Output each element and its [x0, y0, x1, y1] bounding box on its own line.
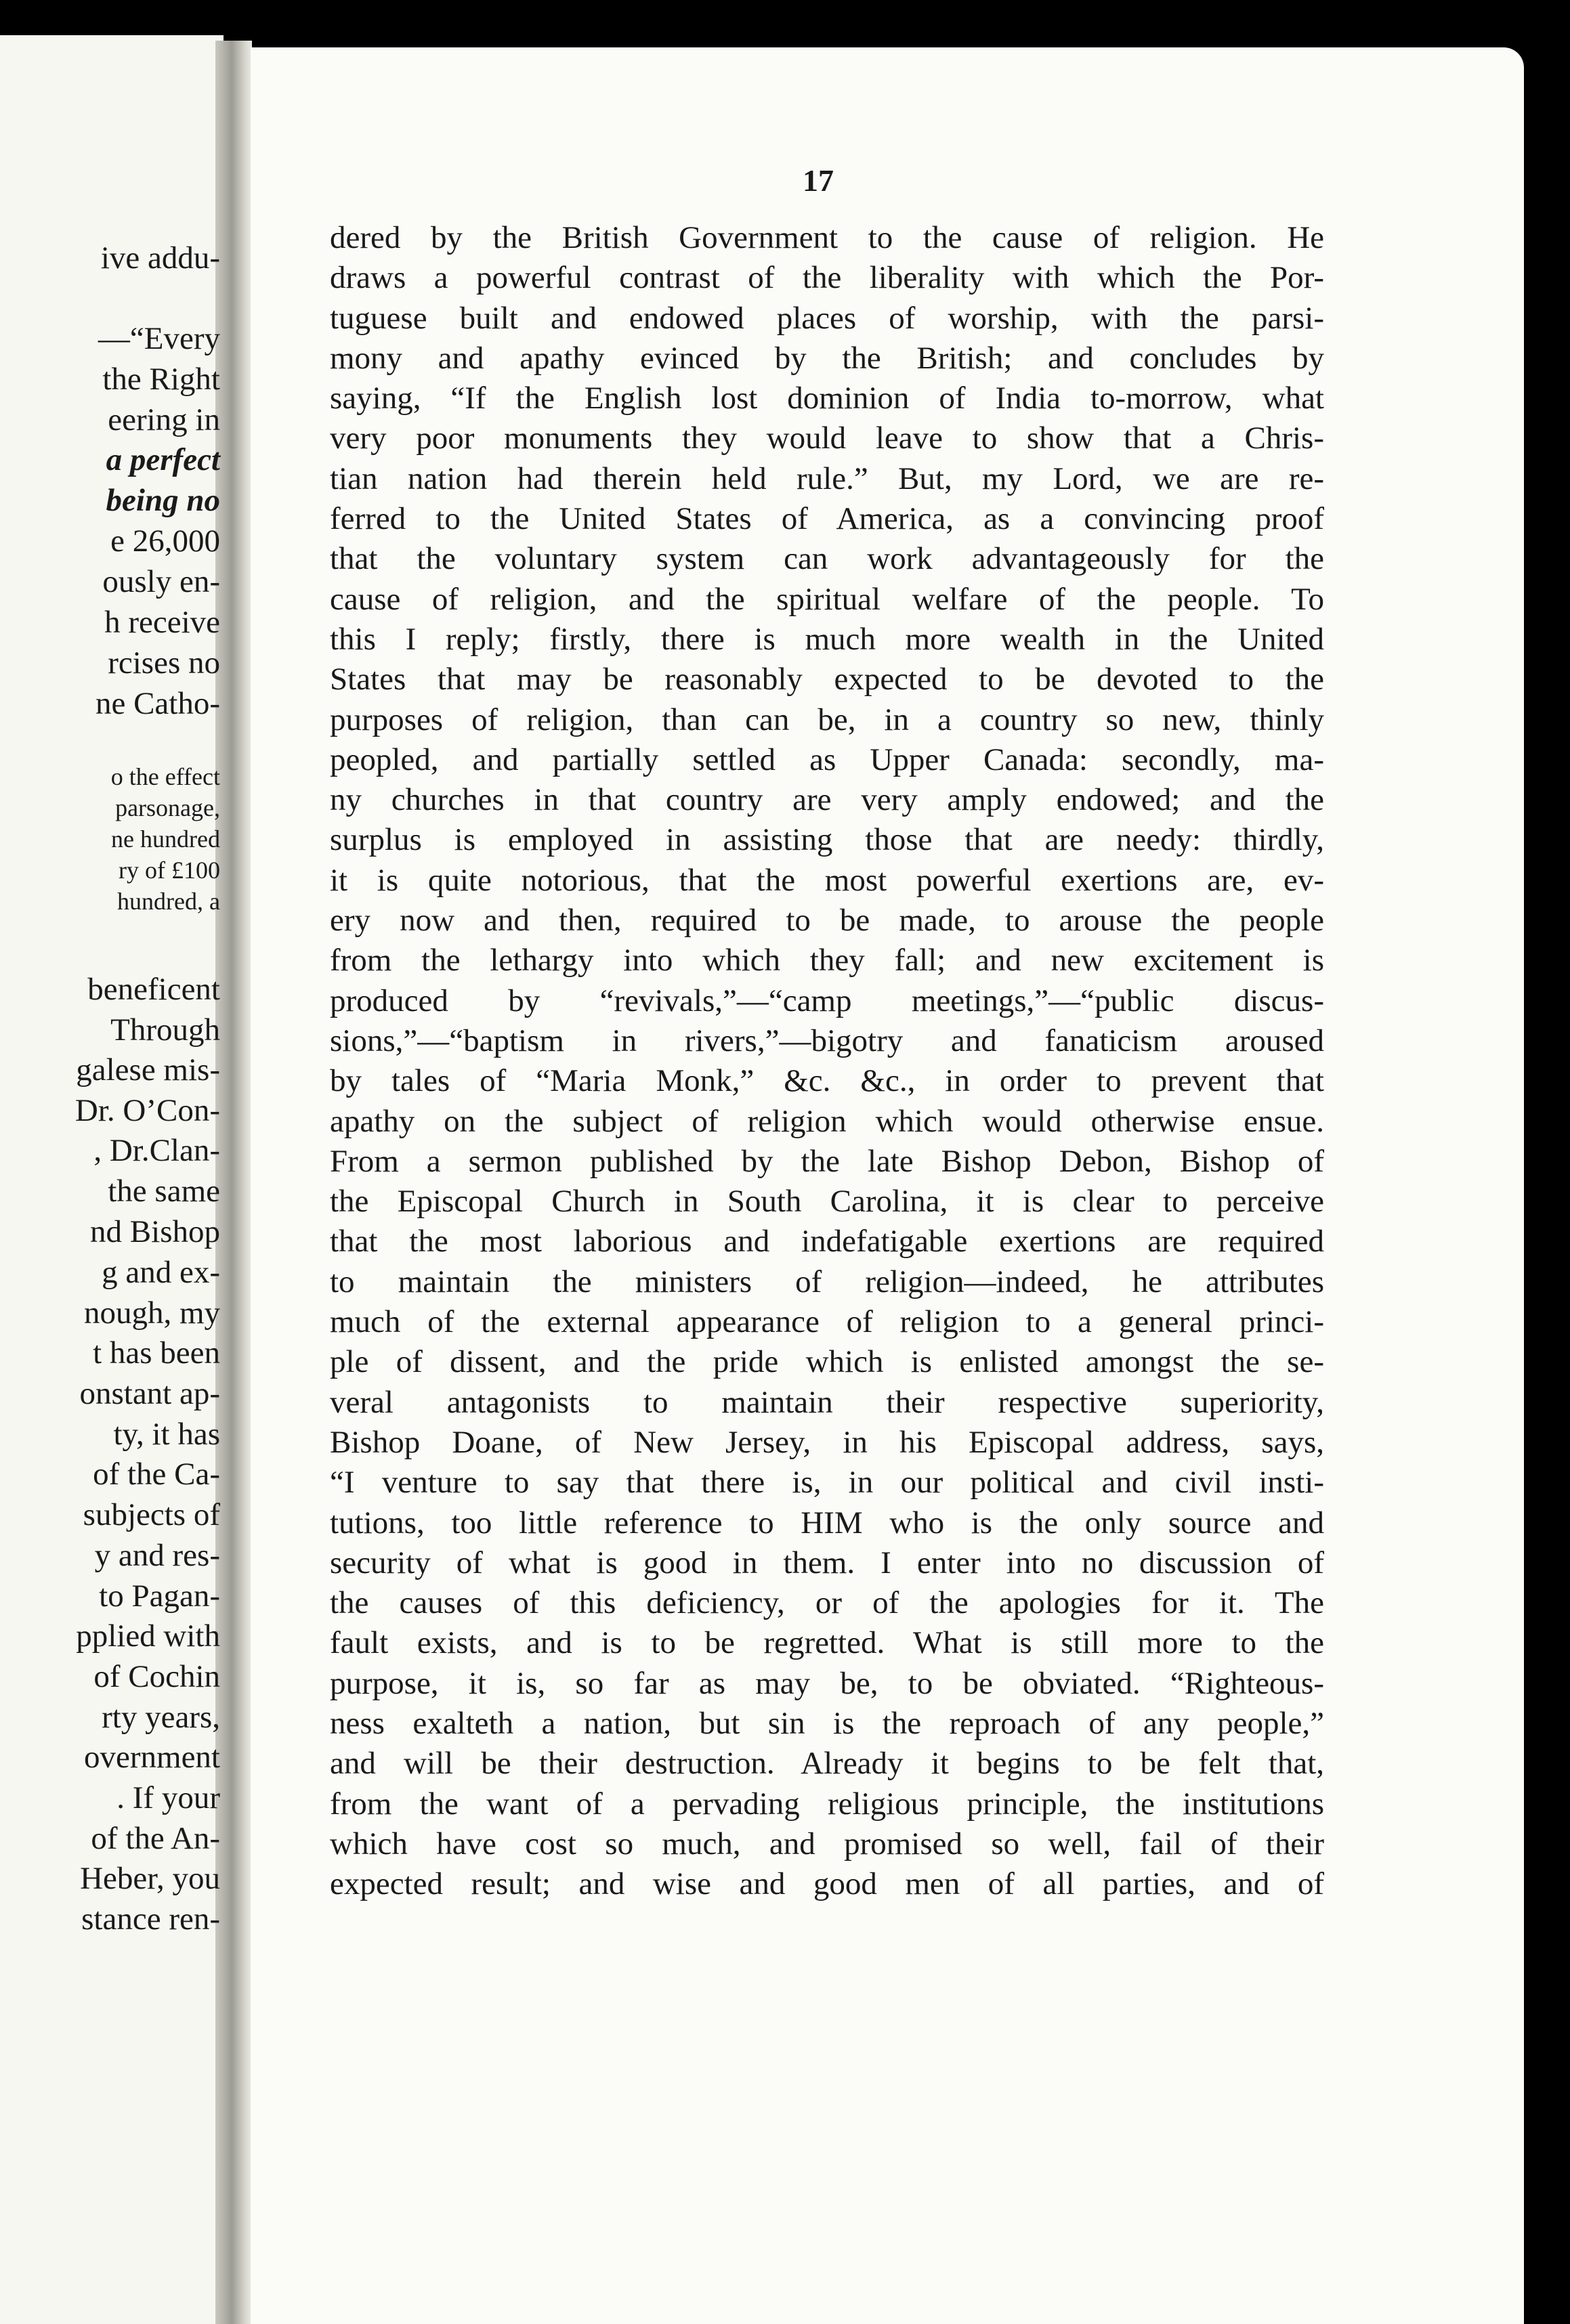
left-page-line: to Pagan- — [99, 1578, 220, 1614]
left-page-line: the Right — [102, 362, 220, 397]
page-number: 17 — [803, 163, 834, 198]
text-line: draws a powerful contrast of the liberality with which the Por- — [330, 260, 1324, 296]
text-line: which have cost so much, and promised so well, fail of their — [330, 1826, 1324, 1862]
text-line: expected result; and wise and good men of all parties, and of — [330, 1866, 1324, 1902]
book-gutter — [215, 41, 252, 2324]
text-line: this I reply; firstly, there is much more wealth in the United — [330, 621, 1324, 657]
left-page-line: —“Every — [98, 321, 220, 356]
text-line: from the want of a pervading religious principle, the institutions — [330, 1786, 1324, 1822]
text-line: saying, “If the English lost dominion of India to-morrow, what — [330, 381, 1324, 416]
left-page-line: ty, it has — [113, 1417, 220, 1452]
left-page-line: Dr. O’Con- — [75, 1093, 220, 1128]
text-line: cause of religion, and the spiritual welfare of the people. To — [330, 581, 1324, 617]
text-line: much of the external appearance of religion to a general princi- — [330, 1304, 1324, 1340]
text-line: from the lethargy into which they fall; and new excitement is — [330, 943, 1324, 978]
text-line: ferred to the United States of America, as a convincing proof — [330, 501, 1324, 537]
left-page-line: eering in — [108, 402, 220, 437]
left-page-line: Through — [110, 1012, 220, 1048]
left-page-line: subjects of — [83, 1497, 220, 1532]
text-line: surplus is employed in assisting those that are needy: thirdly, — [330, 822, 1324, 858]
left-page-line: being no — [106, 483, 220, 518]
text-line: ery now and then, required to be made, to arouse the people — [330, 903, 1324, 939]
text-line: mony and apathy evinced by the British; and concludes by — [330, 340, 1324, 376]
left-page-line: a perfect — [106, 442, 220, 477]
text-line: tuguese built and endowed places of worship, with the parsi- — [330, 300, 1324, 336]
text-line: that the most laborious and indefatigable exertions are required — [330, 1224, 1324, 1260]
text-line: tutions, too little reference to HIM who is the only source and — [330, 1505, 1324, 1541]
text-line: to maintain the ministers of religion—indeed, he attributes — [330, 1264, 1324, 1299]
left-page-line: Heber, you — [80, 1861, 220, 1896]
left-page-line: overnment — [84, 1740, 220, 1775]
text-line: very poor monuments they would leave to show that a Chris- — [330, 421, 1324, 456]
left-page-line: ously en- — [102, 564, 220, 599]
left-page-line: nough, my — [83, 1295, 220, 1331]
body-text — [330, 218, 1324, 1904]
text-line: purpose, it is, so far as may be, to be obviated. “Righteous- — [330, 1665, 1324, 1701]
text-line: and will be their destruction. Already it begins to be felt that, — [330, 1746, 1324, 1782]
left-page-line: the same — [108, 1174, 220, 1209]
left-page-line: of the An- — [91, 1821, 220, 1856]
text-line: Bishop Doane, of New Jersey, in his Episcopal address, says, — [330, 1424, 1324, 1460]
left-page-line: ne hundred — [111, 825, 220, 853]
left-page-line: beneficent — [87, 972, 220, 1007]
text-line: ple of dissent, and the pride which is enlisted amongst the se- — [330, 1344, 1324, 1380]
left-page-line: , Dr.Clan- — [93, 1133, 220, 1168]
text-line: “I venture to say that there is, in our political and civil insti- — [330, 1465, 1324, 1501]
left-page-line: ive addu- — [100, 240, 220, 276]
left-page-line: ne Catho- — [95, 686, 220, 721]
left-page-line: onstant ap- — [79, 1376, 220, 1411]
left-page-line: y and res- — [94, 1538, 220, 1573]
text-line: the causes of this deficiency, or of the apologies for it. The — [330, 1585, 1324, 1621]
left-page-line: hundred, a — [117, 888, 220, 915]
left-page-line: rty years, — [102, 1700, 220, 1735]
text-line: From a sermon published by the late Bishop Debon, Bishop of — [330, 1143, 1324, 1179]
text-line: tian nation had therein held rule.” But, my Lord, we are re- — [330, 460, 1324, 496]
text-line: ness exalteth a nation, but sin is the reproach of any people,” — [330, 1705, 1324, 1741]
left-page-line: ry of £100 — [119, 857, 220, 884]
left-page-line: e 26,000 — [110, 523, 220, 559]
text-line: veral antagonists to maintain their respective superiority, — [330, 1384, 1324, 1420]
left-page-line: of Cochin — [93, 1659, 220, 1694]
text-line: by tales of “Maria Monk,” &c. &c., in order to prevent that — [330, 1063, 1324, 1099]
left-page-line: stance ren- — [81, 1901, 220, 1937]
text-line: fault exists, and is to be regretted. What is still more to the — [330, 1625, 1324, 1661]
left-page-line: of the Ca- — [93, 1457, 220, 1492]
text-line: dered by the British Government to the cause of religion. He — [330, 220, 1324, 255]
left-page-line: nd Bishop — [90, 1214, 220, 1249]
text-line: States that may be reasonably expected to be devoted to the — [330, 662, 1324, 697]
text-line: apathy on the subject of religion which would otherwise ensue. — [330, 1103, 1324, 1139]
left-page-line: o the effect — [110, 763, 220, 790]
left-page-line: pplied with — [76, 1618, 220, 1654]
text-line: purposes of religion, than can be, in a country so new, thinly — [330, 702, 1324, 737]
left-page-line: t has been — [93, 1335, 220, 1371]
text-line: produced by “revivals,”—“camp meetings,”—“public discus- — [330, 983, 1324, 1018]
text-line: peopled, and partially settled as Upper Canada: secondly, ma- — [330, 741, 1324, 777]
left-page-line: . If your — [116, 1780, 220, 1815]
left-page-line: rcises no — [108, 645, 220, 681]
text-line: sions,”—“baptism in rivers,”—bigotry and fanaticism aroused — [330, 1023, 1324, 1058]
left-page-line: h receive — [104, 605, 220, 640]
left-page-line: g and ex- — [102, 1255, 220, 1290]
left-page-line: parsonage, — [115, 794, 220, 821]
text-line: that the voluntary system can work advantageously for the — [330, 541, 1324, 577]
text-line: security of what is good in them. I enter into no discussion of — [330, 1545, 1324, 1580]
left-page-line: galese mis- — [76, 1052, 220, 1088]
text-line: it is quite notorious, that the most powerful exertions are, ev- — [330, 862, 1324, 898]
text-line: the Episcopal Church in South Carolina, it is clear to perceive — [330, 1184, 1324, 1220]
text-line: ny churches in that country are very amply endowed; and the — [330, 782, 1324, 818]
